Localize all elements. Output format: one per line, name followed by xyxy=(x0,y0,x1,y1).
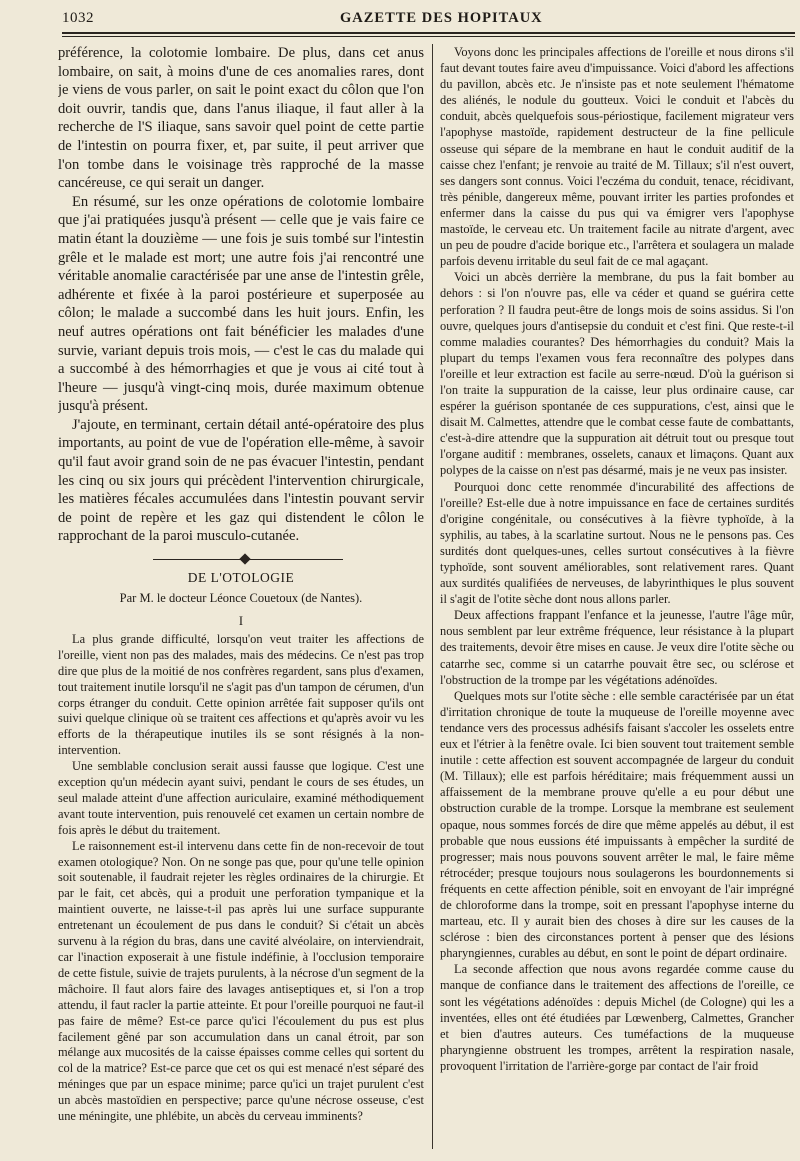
separator-ornament-icon xyxy=(239,553,250,564)
paragraph: La seconde affection que nous avons regardée comme cause du manque de confiance dans le traitement des affections de l'oreille, ce sont les végétations adénoïdes : depuis Michel (de Cologne) qui les a inventées, elles ont été étudiées par Lœwenberg, Calmettes, Grancher et bien d'autres auteurs. Ces tuméfactions de la muqueuse pharyngienne obstruent les trompes, arrêtent la respiration nasale, provoquent l'irritation de l'arrière-gorge par contact de l'air froid xyxy=(440,962,794,1073)
paragraph: La plus grande difficulté, lorsqu'on veut traiter les affections de l'oreille, vient non pas des malades, mais des médecins. Ce n'est pas trop dire que plus de la moitié de nos confrères regardent, sans plus d'examen, tout traitement inutile lorsqu'il ne s'agit pas d'un tampon de cérumen, d'un corps étranger du conduit. Cette opinion arrêtée fait supposer qu'ils ont suivi quelque clinique où se traitent ces affections et qu'après avoir vu les efforts de la thérapeutique inutiles ils se sont résignés à la non-intervention. xyxy=(58,631,424,758)
header-rule-thin xyxy=(62,36,795,37)
article-title: DE L'OTOLOGIE xyxy=(187,570,295,586)
paragraph: Une semblable conclusion serait aussi fausse que logique. C'est une exception qu'un médecin ayant suivi, pendant le cours de ses études, un seul malade atteint d'une affection auriculaire, examiné méthodiquement avant toute intervention, puis renouvelé cet examen un certain nombre de fois après le début du traitement. xyxy=(58,759,424,837)
section-number: I xyxy=(238,613,244,628)
section-separator xyxy=(58,554,424,564)
paragraph: Voici un abcès derrière la membrane, du pus la fait bomber au dehors : si l'on n'ouvre pas, elle va céder et quand se guérira cette perforation ? Il faudra peut-être de longs mois de soins assidus. Si l'on ouvre, quelques jours d'antisepsie du conduit et c'est fini. Que reste-t-il comme maladies courantes? Des hémorrhagies du conduit? Mais la plupart du temps l'examen vous fera reconnaître des polypes dans l'oreille et leur extraction est facile au serre-nœud. D'où la guérison si l'on traite la suppuration de la caisse, leur plus ordinaire cause, car espérer la guérison spontanée de ces suppurations, c'est, ainsi que le disait M. Calmettes, attendre que le combat cesse faute de combattants, c'est-à-dire attendre que la suppuration ait détruit tout ou presque tout l'organe auditif : membranes, osselets, canaux et limaçons. Quant aux polypes de la caisse on n'est pas désarmé, mais je ne veux pas insister. xyxy=(440,270,794,478)
paragraph: préférence, la colotomie lombaire. De plus, dans cet anus lombaire, on sait, à moins d'une de ces anomalies rares, dont je viens de vous parler, on sait le point exact du côlon que l'on doit ouvrir, tandis que, dans l'anus iliaque, il faut aller à la recherche de l'S iliaque, sans savoir quel point de cette partie de l'intestin on pourra fixer, et, par suite, il peut arriver que l'on tombe dans le voisinage très rapproché de la masse cancéreuse, ce qui serait un danger. xyxy=(58,45,424,192)
colotomie-continuation xyxy=(58,44,424,546)
paragraph: Quelques mots sur l'otite sèche : elle semble caractérisée par un état d'irritation chronique de toute la muqueuse de l'oreille moyenne avec tendance vers des processus adhésifs faisant s'accoler les osselets entre eux et l'étrier à la fenêtre ovale. Ici bien souvent tout traitement semble inutile : cette affection est souvent accompagnée de largeur du conduit (M. Tillaux); elle est parfois héréditaire; mais fréquemment aussi un affaissement de la membrane prouve qu'elle a eu pour début une obstruction curable de la trompe. Lorsque la membrane est seulement opaque, nous sommes forcés de dire que même appelés au début, il est probable que nous eussions été impuissants à empêcher la surdité de progresser; mais nous pouvons souvent arrêter le mal, le faire même rétrocéder; presque toujours nous soulagerons les bourdonnements si fréquents en cette affection pénible, soit en envoyant de l'air imprégné de chloroforme dans la trompe, soit en pressant l'apophyse interne du marteau, etc. Il y aurait bien des choses à dire sur les causes de la sclérose : bien des circonstances portent à penser que des lésions pharyngiennes, curables au début, en sont le point de départ ordinaire. xyxy=(440,688,794,961)
paragraph: Le raisonnement est-il intervenu dans cette fin de non-recevoir de tout examen otologique? Non. On ne songe pas que, pour qu'une telle opinion soit soutenable, il faudrait rejeter les règles ordinaires de la chirurgie. Et par le fait, cet abcès, qui a produit une perforation tympanique et la maintient ouverte, ne laisse-t-il pas après lui une surface suppurante entretenant un écoulement de pus dans le conduit? Si c'était un abcès survenu à la région du bras, dans une cavité alvéolaire, on interviendrait, car l'inaction exposerait à une fistule indéfinie, à l'occlusion temporaire de cette fistule, suivie de trajets purulents, à la nécrose d'un segment de la mâchoire. Il faut alors faire des lavages antiseptiques et, si l'on a trop attendu, il faut racler la partie atteinte. Et pour l'oreille pourquoi ne faut-il pas faire de même? Est-ce parce qu'ici l'écoulement du pus est plus facilement gêné par son accumulation dans un canal étroit, par son mélange aux mucosités de la caisse épaisses comme celles qui sortent du col de la matrice? Est-ce parce que cet os qui est menacé n'est séparé des méninges que par un espace minime; parce qu'ici un trajet purulent c'est un abcès mastoïdien en perspective; parce qu'une nécrose osseuse, c'est une méningite, une phlébite, un abcès du cerveau imminents? xyxy=(58,838,424,1124)
page-header xyxy=(40,10,795,32)
paragraph: Pourquoi donc cette renommée d'incurabilité des affections de l'oreille? Est-elle due à notre impuissance en face de certaines surdités d'origine congénitale, ou consécutives à la fièvre typhoïde, à la syphilis, au tabes, à la scarlatine surtout. Nous ne le pensons pas. Ces surdités dont quelques-unes, celles surtout consécutives à la fièvre typhoïde, sont souvent améliorables, sont relativement rares. Quant aux surdités qualifiées de nerveuses, de labyrinthiques le plus souvent il s'agit de l'otite sèche dont nous allons parler. xyxy=(440,479,794,607)
paragraph: En résumé, sur les onze opérations de colotomie lombaire que j'ai pratiquées jusqu'à présent — celle que je vais faire ce matin étant la douzième — une fois je suis tombé sur l'intestin grêle et le malade est mort; une autre fois j'ai rencontré une véritable anomalie caractérisée par une anse de l'intestin grêle, adhérente et fixée à la paroi postérieure et superposée au côlon; le malade a succombé dans les huit jours. Enfin, les neuf autres opérations ont fait bénéficier les malades d'une survie, variant depuis trois mois, — c'est le cas du malade qui a succombé à des hémorrhagies et que je vous ai cité tout à l'heure — jusqu'à vingt-cinq mois, durée maximum obtenue jusqu'à présent. xyxy=(58,193,424,415)
header-rule xyxy=(62,32,795,34)
page-number: 1032 xyxy=(62,10,94,26)
article-byline: Par M. le docteur Léonce Couetoux (de Nantes). xyxy=(119,590,363,605)
right-column xyxy=(440,44,794,1154)
column-divider xyxy=(432,44,433,1149)
left-column xyxy=(58,44,424,1154)
paragraph: J'ajoute, en terminant, certain détail anté-opératoire des plus importants, au point de vue de l'opération elle-même, à savoir qu'il faut avoir grand soin de ne pas évacuer l'intestin, pendant les cinq ou six jours qui précèdent l'intervention chirurgicale, les matières fécales accumulées dans l'intestin pouvant servir de point de repère et les gaz qui distendent le côlon le rapprochant de la paroi musculo-cutanée. xyxy=(58,416,424,545)
journal-title: GAZETTE DES HOPITAUX xyxy=(340,10,543,26)
paragraph: Voyons donc les principales affections de l'oreille et nous dirons s'il faut devant toutes faire aveu d'impuissance. Voici d'abord les affections du pavillon, abcès etc. Je n'insiste pas et note seulement l'hématome des aliénés, le nodule du goutteux. Voici le conduit et l'abcès du conduit, abcès quelquefois sous-périostique, facilement migrateur vers l'apophyse mastoïde, rapidement destructeur de la fine pellicule osseuse qui sépare de la membrane en haut le conduit auditif de la caisse chez l'enfant; je renvoie au traité de M. Tillaux; s'il n'est ouvert, ses dangers sont connus. Voici l'eczéma du conduit, tenace, récidivant, très pénible, dangereux même, pouvant irriter les parties profondes et enfermer dans la caisse du pus qui va émigrer vers l'apophyse mastoïde, le cerveau etc. Un traitement facile au nitrate d'argent, avec un peu de poudre d'acide borique etc., l'arrêtera et soulagera un malade parfois devenu irritable du seul fait de ce mal agaçant. xyxy=(440,45,794,269)
otologie-body xyxy=(58,632,424,1125)
paragraph: Deux affections frappant l'enfance et la jeunesse, l'autre l'âge mûr, nous semblent par leur extrême fréquence, leur résistance à la plupart des traitements, devoir être mises en cause. Je veux dire l'otite sèche ou catarrhe sec, comme si un catarrhe pouvait être sec, ou sclérose et l'obstruction de la trompe par les végétations adénoïdes. xyxy=(440,608,794,687)
